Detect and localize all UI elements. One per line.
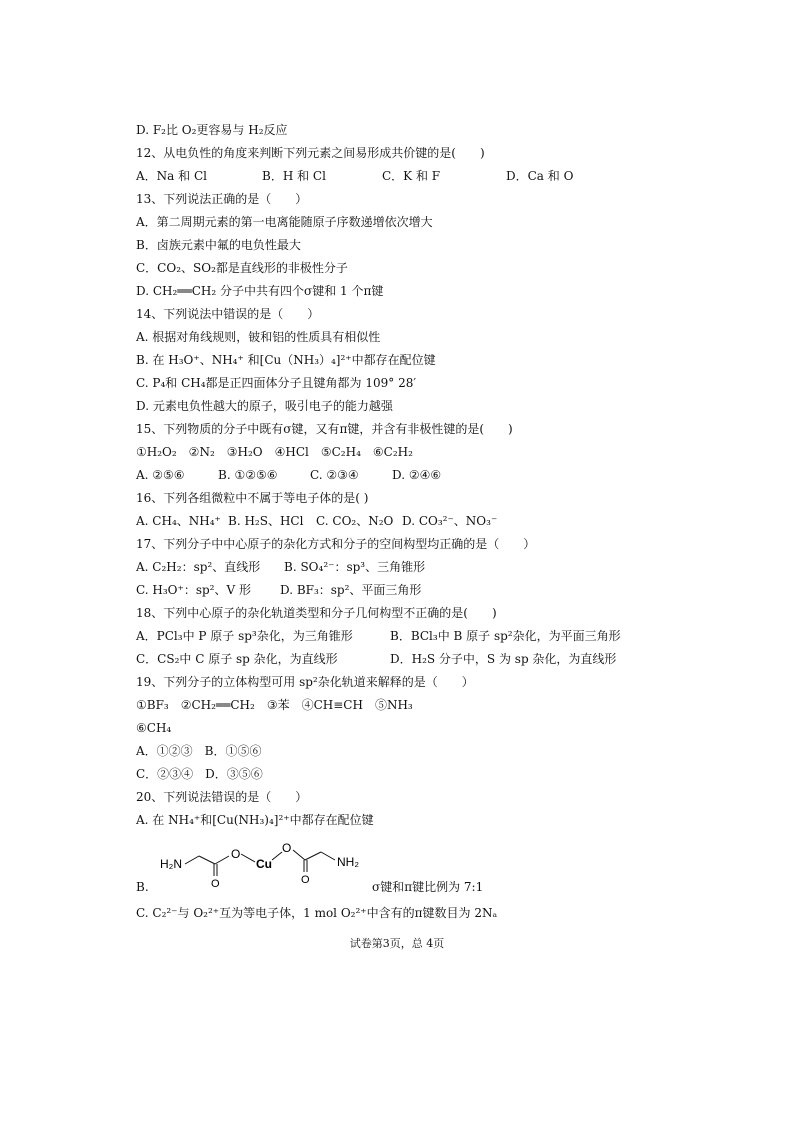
q20-option-a: A. 在 NH₄⁺和[Cu(NH₃)₄]²⁺中都存在配位键	[136, 813, 374, 827]
structure-h2n-left: H₂N	[160, 857, 182, 871]
q16-option-a: A. CH₄、NH₄⁺	[136, 514, 221, 528]
q13-option-c: C．CO₂、SO₂都是直线形的非极性分子	[136, 261, 348, 275]
q14-option-b: B. 在 H₃O⁺、NH₄⁺ 和[Cu（NH₃）₄]²⁺中都存在配位键	[136, 353, 436, 367]
question-17: 17、下列分子中中心原子的杂化方式和分子的空间构型均正确的是（ ）	[136, 537, 536, 551]
q12-option-b: B．H 和 Cl	[262, 169, 326, 183]
q15-option-d: D. ②④⑥	[392, 468, 442, 482]
q19-item-6: ⑥CH₄	[136, 721, 172, 735]
option-d-prev-question: D. F₂比 O₂更容易与 H₂反应	[136, 123, 288, 137]
q15-option-c: C. ②③④	[310, 468, 359, 482]
q20-option-b-text: σ键和π键比例为 7:1	[372, 880, 484, 894]
question-19: 19、下列分子的立体构型可用 sp²杂化轨道来解释的是（ ）	[136, 675, 474, 689]
q15-option-a: A. ②⑤⑥	[136, 468, 185, 482]
q17-option-a: A. C₂H₂：sp²、直线形	[136, 560, 261, 574]
q14-option-c: C. P₄和 CH₄都是正四面体分子且键角都为 109° 28′	[136, 376, 417, 390]
structure-cu: Cu	[256, 857, 272, 871]
q19-items: ①BF₃ ②CH₂══CH₂ ③苯 ④CH≡CH ⑤NH₃	[136, 698, 413, 712]
q18-option-c: C．CS₂中 C 原子 sp 杂化，为直线形	[136, 652, 338, 666]
q18-option-d: D．H₂S 分子中，S 为 sp 杂化，为直线形	[390, 652, 617, 666]
q16-option-d: D. CO₃²⁻、NO₃⁻	[402, 514, 498, 528]
question-20: 20、下列说法错误的是（ ）	[136, 790, 308, 804]
structure-o-carbonyl-left: O	[211, 878, 220, 888]
q14-option-a: A. 根据对角线规则，铍和铝的性质具有相似性	[136, 330, 381, 344]
q13-option-a: A．第二周期元素的第一电离能随原子序数递增依次增大	[136, 215, 433, 229]
q17-option-b: B. SO₄²⁻：sp³、三角锥形	[284, 560, 426, 574]
question-13: 13、下列说法正确的是（ ）	[136, 192, 308, 206]
q12-option-d: D．Ca 和 O	[506, 169, 574, 183]
question-16: 16、下列各组微粒中不属于等电子体的是( )	[136, 491, 369, 505]
q13-option-d: D. CH₂══CH₂ 分子中共有四个σ键和 1 个π键	[136, 284, 384, 298]
q17-option-c: C. H₃O⁺：sp²、V 形	[136, 583, 251, 597]
q19-options-ab: A．①②③ B．①⑤⑥	[136, 744, 262, 758]
q13-option-b: B．卤族元素中氟的电负性最大	[136, 238, 301, 252]
q16-option-c: C. CO₂、N₂O	[316, 514, 394, 528]
q17-option-d: D. BF₃：sp²、平面三角形	[280, 583, 422, 597]
q12-option-a: A．Na 和 Cl	[136, 169, 207, 183]
q12-option-c: C．K 和 F	[382, 169, 441, 183]
q15-option-b: B. ①②⑤⑥	[218, 468, 278, 482]
q19-options-cd: C．②③④ D．③⑤⑥	[136, 767, 263, 781]
question-18: 18、下列中心原子的杂化轨道类型和分子几何构型不正确的是( )	[136, 606, 497, 620]
question-14: 14、下列说法中错误的是（ ）	[136, 307, 320, 321]
structure-o-carbonyl-right: O	[301, 874, 310, 886]
question-12: 12、从电负性的角度来判断下列元素之间易形成共价键的是( )	[136, 146, 485, 160]
structure-o-left: O	[231, 847, 241, 861]
q20-option-c: C. C₂²⁻与 O₂²⁺互为等电子体，1 mol O₂²⁺中含有的π键数目为 2Nₐ	[136, 906, 498, 920]
copper-glycinate-structure	[155, 838, 375, 888]
structure-nh2-right: NH₂	[337, 855, 359, 869]
structure-o-right: O	[282, 841, 292, 855]
page-footer: 试卷第3页，总 4页	[349, 937, 445, 950]
question-15: 15、下列物质的分子中既有σ键，又有π键，并含有非极性键的是( )	[136, 422, 513, 436]
q18-option-b: B．BCl₃中 B 原子 sp²杂化，为平面三角形	[390, 629, 621, 643]
q20-option-b-label: B.	[136, 880, 149, 894]
q15-items: ①H₂O₂ ②N₂ ③H₂O ④HCl ⑤C₂H₄ ⑥C₂H₂	[136, 445, 413, 459]
q18-option-a: A．PCl₃中 P 原子 sp³杂化，为三角锥形	[136, 629, 353, 643]
q14-option-d: D. 元素电负性越大的原子，吸引电子的能力越强	[136, 399, 393, 413]
q16-option-b: B. H₂S、HCl	[228, 514, 304, 528]
